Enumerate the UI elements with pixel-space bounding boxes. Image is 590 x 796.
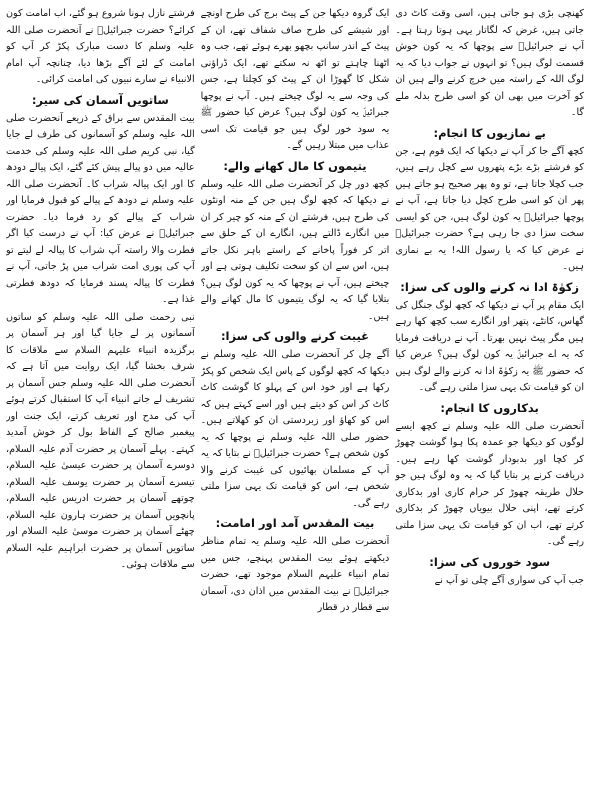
paragraph: کھنچی بڑی ہو جاتی ہیں، اسی وقت کاٹ دی جاتی ہیں، غرض کہ لگاتار یہی ہوتا رہتا ہے۔ آپ نے جبرائیلؑ سے پوچھا کہ یہ کون خوش قسمت لوگ ہیں؟ تو انہوں نے جواب دیا کہ یہ لوگ اللہ کے راستہ میں خرچ کرنے والے ہیں ان کو آخرت میں بھی ان کو اسی طرح بدلہ ملے گا۔ bbox=[395, 8, 584, 118]
paragraph: فرشتے نازل ہونا شروع ہو گئے، اب امامت کون کرائے؟ حضرت جبرائیلؑ نے آنحضرت صلی اللہ علیہ وسلم کا دست مبارک پکڑ کر آپ کو امامت کے لئے آگے بڑھا دیا، چنانچہ آپ امام الانبیاء نے سارے نبیوں کی امامت کرائی۔ bbox=[5, 8, 195, 85]
paragraph: ایک گروہ دیکھا جن کے پیٹ برج کی طرح اونچے اور شیشے کی طرح صاف شفاف تھے، ان کے پیٹ کے اندر سانپ بچھو بھرے ہوئے تھے، جب وہ اٹھنا چاہتے تو اٹھ نہ سکتے تھے، ایک ڈراؤنی شکل کا گھوڑا ان کے پیٹ کو کچلتا ہے، جس کی وجہ سے یہ لوگ چیختے ہیں۔ آپ نے پوچھا جبرائیلؑ یہ کون لوگ ہیں؟ عرض کیا حضور ﷺ یہ سود خور لوگ ہیں جو قیامت تک اسی عذاب میں مبتلا رہیں گے۔ bbox=[200, 8, 390, 151]
paragraph: آنحضرت صلی اللہ علیہ وسلم یہ تمام مناظر دیکھتے ہوئے بیت المقدس پہنچے، جس میں تمام انبیاء علیہم السلام موجود تھے، حضرت جبرائیلؑ نے بیت المقدس میں اذان دی، آسمان سے قطار در قطار bbox=[200, 536, 390, 613]
paragraph: کچھ دور چل کر آنحضرت صلی اللہ علیہ وسلم نے دیکھا کہ کچھ لوگ ہیں جن کے منہ اونٹوں کی طرح ہیں، فرشتے ان کے منہ کو چیر کر ان میں انگارے ڈالتے ہیں، انگارے ان کے حلق سے اتر کر فوراً پاخانے کے راستے باہر نکل جاتے ہیں، اس سے ان کو سخت تکلیف ہوتی ہے اور چیختے ہیں، آپ نے پوچھا کہ یہ کون لوگ ہیں؟ بتلایا گیا کہ یہ لوگ یتیموں کا مال کھانے والے ہیں۔ bbox=[200, 178, 390, 322]
section-heading: یتیموں کا مال کھانے والے: bbox=[223, 158, 367, 173]
section-heading: بدکاروں کا انجام: bbox=[440, 400, 539, 415]
section-heading: بیت المقدس آمد اور امامت: bbox=[215, 516, 375, 530]
text-column-right bbox=[395, 6, 584, 792]
section-heading: غیبت کرنے والوں کی سزا: bbox=[220, 329, 370, 343]
section-heading: بے نمازیوں کا انجام: bbox=[433, 125, 546, 140]
text-column-left bbox=[6, 6, 195, 792]
section-heading: ساتویں آسمان کی سیر: bbox=[31, 92, 169, 107]
paragraph: ایک مقام پر آپ نے دیکھا کہ کچھ لوگ جنگل کی گھاس، کانٹے، پتھر اور انگارے سب کچھ کھا رہے ہیں مگر پیٹ نہیں بھرتا۔ آپ نے دریافت فرمایا کہ یہ اے جبرائیلؑ یہ کون لوگ ہیں؟ عرض کیا کہ حضور ﷺ یہ زکوٰۃ ادا نہ کرنے والے لوگ ہیں ان کو قیامت تک یہی سزا ملتی رہے گی۔ bbox=[395, 299, 584, 393]
paragraph: جب آپ کی سواری آگے چلی تو آپ نے bbox=[434, 574, 584, 586]
section-heading: زکوٰۃ ادا نہ کرنے والوں کی سزا: bbox=[400, 279, 580, 294]
section-heading: سود خوروں کی سزا: bbox=[429, 554, 551, 569]
paragraph: آنحضرت صلی اللہ علیہ وسلم نے کچھ ایسے لوگوں کو دیکھا جو عمدہ پکا ہوا گوشت چھوڑ کر کچا اور بدبودار گوشت کھا رہے ہیں۔ دریافت کرنے پر بتایا گیا کہ یہ وہ لوگ ہیں جو حلال طریقہ چھوڑ کر حرام کاری اور بدکاری کرتے تھے، اپنی حلال بیویاں چھوڑ کر بدکاری کرتے تھے، اب ان کو قیامت تک یہی سزا ملتی رہے گی۔ bbox=[395, 420, 584, 547]
text-column-middle bbox=[201, 6, 390, 792]
paragraph: کچھ آگے جا کر آپ نے دیکھا کہ ایک قوم ہے، جن کو فرشتے بڑے بڑے پتھروں سے کچل رہے ہیں، جب کچلا جاتا ہے، تو وہ پھر صحیح ہو جاتے ہیں پھر ان کو اسی طرح کچل دیا جاتا ہے، آپ نے پوچھا جبرائیلؑ یہ کون لوگ ہیں، جن کو ایسی سخت سزا دی جا رہی ہے؟ حضرت جبرائیلؑ نے عرض کیا کہ یا رسول اللہ! یہ بے نمازی ہیں۔ bbox=[395, 145, 584, 272]
paragraph: نبی رحمت صلی اللہ علیہ وسلم کو ساتوں آسمانوں پر لے جایا گیا اور ہر آسمان پر برگزیدہ انبیاء علیہم السلام سے ملاقات کا شرف بخشا گیا، ایک روایت میں آتا ہے کہ آنحضرت صلی اللہ علیہ وسلم جس آسمان پر تشریف لے جاتے انبیاء آپ کا استقبال کرتے ہوئے آپ کی مدح اور تعریف کرتے، ایک جنت اور پیغمبر صالح کے الفاظ بول کر خوش آمدید کہتے۔ پہلے آسمان پر حضرت آدم علیہ السلام، دوسرے آسمان پر حضرت عیسیٰ علیہ السلام، تیسرے آسمان پر حضرت یوسف علیہ السلام، چوتھے آسمان پر حضرت ادریس علیہ السلام، پانچویں آسمان پر حضرت ہارون علیہ السلام، چھٹے آسمان پر حضرت موسیٰ علیہ السلام اور ساتویں آسمان پر حضرت ابراہیم علیہ السلام سے ملاقات ہوئی۔ bbox=[5, 311, 195, 570]
paragraph: بیت المقدس سے براق کے ذریعے آنحضرت صلی اللہ علیہ وسلم کو آسمانوں کی طرف لے جایا گیا، نبی کریم صلی اللہ علیہ وسلم کی خدمت عالیہ میں دو پیالے پیش کئے گئے، ایک پیالے دودھ کا اور ایک پیالہ شراب کا۔ آنحضرت صلی اللہ علیہ وسلم نے دودھ کے پیالے کو قبول فرمایا اور شراب کے پیالے کو رد فرما دیا۔ حضرت جبرائیلؑ نے عرض کیا: آپ نے درست کیا اگر فطرت والا راستہ آپ شراب کا پیالہ لے لیتے تو آپ کی پوری امت شراب میں پڑ جاتی، آپ نے فطرت کا پیالہ پسند فرمایا کہ دودھ فطرتی غذا ہے۔ bbox=[5, 112, 195, 305]
paragraph: آگے چل کر آنحضرت صلی اللہ علیہ وسلم نے دیکھا کہ کچھ لوگوں کے پاس ایک شخص کو پکڑ رکھا ہے اور خود اس کے پہلو کا گوشت کاٹ کاٹ کر اس کو دیتے ہیں اور اسے کہتے ہیں کہ اس کو کھاؤ اور زبردستی ان کو کھلاتے ہیں۔ حضور صلی اللہ علیہ وسلم نے پوچھا کہ یہ کون شخص ہے؟ حضرت جبرائیلؑ نے بتایا کہ یہ آپ کے مسلمان بھائیوں کی غیبت کرنے والا شخص ہے، اس کو قیامت تک یہی سزا ملتی رہے گی۔ bbox=[200, 349, 390, 509]
